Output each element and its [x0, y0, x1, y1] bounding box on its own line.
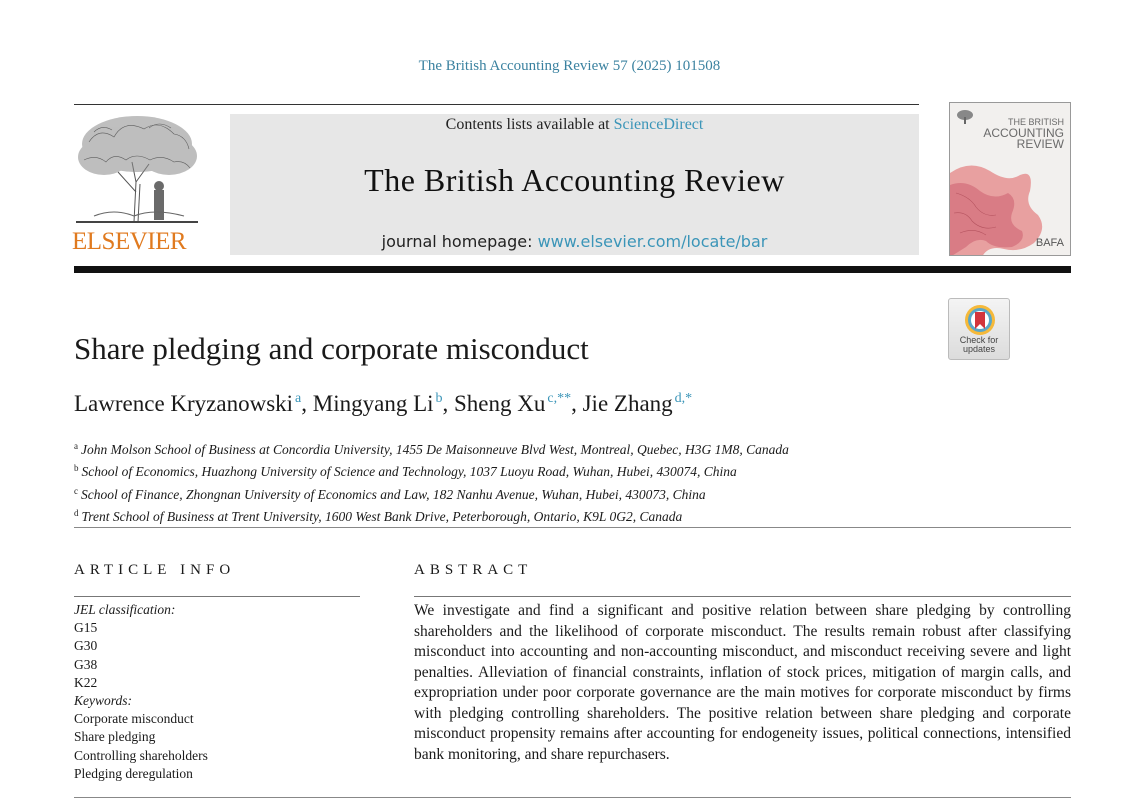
abstract-heading: ABSTRACT	[414, 562, 533, 578]
check-updates-line-1: Check for	[959, 335, 999, 345]
article-info-panel	[74, 601, 208, 783]
header-top-rule	[74, 104, 919, 105]
keyword-item[interactable]: Share pledging	[74, 729, 156, 745]
jel-code: G30	[74, 638, 98, 654]
author-separator: ,	[301, 391, 313, 416]
journal-cover-thumbnail[interactable]	[949, 102, 1071, 256]
cover-line-3: REVIEW	[1016, 137, 1064, 151]
author-separator: ,	[571, 391, 583, 416]
affiliation-item	[74, 459, 789, 481]
author-name[interactable]: Jie Zhang	[582, 391, 673, 416]
affiliation-mark: b	[74, 463, 79, 474]
article-info-heading: ARTICLE INFO	[74, 562, 236, 578]
jel-code: K22	[74, 674, 98, 690]
footer-divider	[74, 797, 1071, 798]
elsevier-mini-tree-icon	[956, 109, 974, 125]
affiliation-mark: d	[74, 507, 79, 518]
jel-code: G15	[74, 620, 98, 636]
author-name[interactable]: Sheng Xu	[454, 391, 546, 416]
article-info-rule	[74, 596, 360, 597]
keyword-item[interactable]: Corporate misconduct	[74, 711, 194, 727]
keywords-label: Keywords:	[74, 693, 132, 709]
affiliation-mark: a	[74, 441, 78, 451]
contents-availability	[230, 116, 919, 134]
author-affiliation-mark[interactable]: b	[435, 391, 443, 406]
check-for-updates-label	[949, 336, 1009, 354]
section-divider	[74, 527, 1071, 528]
cover-line-1: THE BRITISH	[1007, 117, 1064, 127]
elsevier-wordmark: ELSEVIER	[72, 228, 187, 255]
keyword-item[interactable]: Controlling shareholders	[74, 747, 208, 763]
homepage-link[interactable]: www.elsevier.com/locate/bar	[537, 232, 768, 251]
abstract-rule	[414, 596, 1071, 597]
journal-homepage	[230, 232, 919, 251]
elsevier-logo[interactable]	[72, 112, 202, 257]
jel-code: G38	[74, 656, 98, 672]
author-separator: ,	[442, 391, 455, 416]
cover-artwork	[950, 163, 1045, 256]
contents-prefix: Contents lists available at	[445, 116, 614, 133]
affiliation-list	[74, 437, 789, 526]
affiliation-text: School of Economics, Huazhong University of Science and Technology, 1037 Luoyu Road, Wuhan, Hubei, 430074, China	[81, 464, 737, 480]
author-affiliation-mark[interactable]: a	[295, 391, 302, 406]
affiliation-mark: c	[74, 485, 78, 496]
author-list	[74, 391, 692, 417]
author-affiliation-mark[interactable]: d,*	[674, 391, 693, 406]
author-name[interactable]: Lawrence Kryzanowski	[74, 391, 294, 416]
abstract-text: We investigate and find a significant and positive relation between share pledging by controlling shareholders and the likelihood of corporate misconduct. The results remain robust after classifying misconduct into accounting and non-accounting misconduct, and misconduct receiving severe and light penalties. Alleviation of financial constraints, inflation of stock prices, mitigation of margin calls, and expropriation under poor corporate governance are the main motives for corporate misconduct by firms with pledging controlling shareholders. The positive relation between share pledging and corporate misconduct propensity remains after accounting for endogeneity issues, political connections, intensified bank monitoring, and share repurchasers.	[414, 602, 1071, 763]
affiliation-text: School of Finance, Zhongnan University of Economics and Law, 182 Nanhu Avenue, Wuhan, Hubei, 430073, China	[81, 486, 706, 502]
affiliation-item	[74, 437, 789, 459]
sciencedirect-link[interactable]: ScienceDirect	[613, 116, 704, 133]
affiliation-item	[74, 482, 789, 504]
journal-title: The British Accounting Review	[364, 162, 785, 198]
cover-line-2: ACCOUNTING	[983, 126, 1064, 140]
homepage-prefix: journal homepage:	[381, 232, 538, 251]
author-name[interactable]: Mingyang Li	[312, 391, 434, 416]
elsevier-tree-icon	[74, 112, 200, 224]
article-title: Share pledging and corporate misconduct	[74, 331, 589, 366]
check-updates-line-2: updates	[962, 344, 996, 354]
cover-society: BAFA	[1035, 237, 1064, 249]
keyword-item[interactable]: Pledging deregulation	[74, 765, 193, 781]
affiliation-text: Trent School of Business at Trent University, 1600 West Bank Drive, Peterborough, Ontario, K9L 0G2, Canada	[81, 508, 683, 524]
bookmark-icon	[963, 303, 997, 337]
cover-title	[983, 117, 1064, 150]
journal-banner	[230, 114, 919, 255]
journal-citation[interactable]: The British Accounting Review 57 (2025) 101508	[418, 58, 721, 74]
check-for-updates-button[interactable]	[948, 298, 1010, 360]
header-thick-rule	[74, 266, 1071, 273]
affiliation-item	[74, 504, 789, 526]
author-affiliation-mark[interactable]: c,**	[547, 391, 572, 406]
jel-label: JEL classification:	[74, 602, 176, 617]
affiliation-text: John Molson School of Business at Concordia University, 1455 De Maisonneuve Blvd West, Montreal, Quebec, H3G 1M8, Canada	[81, 442, 789, 457]
